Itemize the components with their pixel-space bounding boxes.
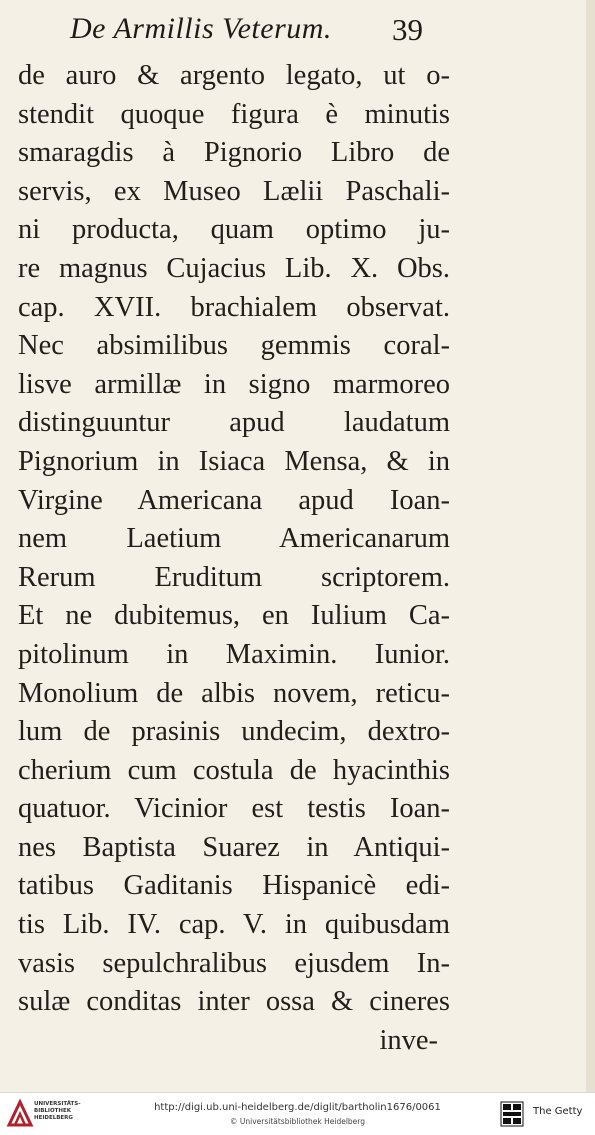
text-line: stendit quoque figura è minutis (18, 98, 450, 130)
permalink-url[interactable]: http://digi.ub.uni-heidelberg.de/diglit/bartholin1676/0061 (154, 1102, 441, 1113)
text-line: Nec absimilibus gemmis coral- (18, 330, 450, 362)
text-line: Pignorium in Isiaca Mensa, & in (18, 445, 450, 477)
text-line: cherium cum costula de hyacinthis (18, 754, 450, 786)
text-line: tatibus Gaditanis Hispanicè edi- (18, 870, 450, 902)
copyright-notice: © Universitätsbibliothek Heidelberg (229, 1117, 365, 1126)
institution-line: BIBLIOTHEK (34, 1108, 72, 1114)
running-title: De Armillis Veterum. (70, 12, 332, 45)
text-line: Rerum Eruditum scriptorem. (18, 561, 450, 593)
catchword: inve- (379, 1024, 438, 1056)
page-number: 39 (392, 12, 423, 47)
text-line: pitolinum in Maximin. Iunior. (18, 638, 450, 670)
text-line: distinguuntur apud laudatum (18, 407, 450, 439)
text-line: quatuor. Vicinior est testis Ioan- (18, 793, 450, 825)
text-line: Virgine Americana apud Ioan- (18, 484, 450, 516)
body-text (18, 57, 450, 1060)
getty-logo-icon[interactable] (500, 1101, 524, 1127)
text-line: vasis sepulchralibus ejusdem In- (18, 947, 450, 979)
text-line: sulæ conditas inter ossa & cineres (18, 986, 450, 1018)
text-line: lisve armillæ in signo marmoreo (18, 368, 450, 400)
text-line: servis, ex Museo Lælii Paschali- (18, 175, 450, 207)
institution-line: HEIDELBERG (34, 1115, 73, 1121)
text-line: tis Lib. IV. cap. V. in quibusdam (18, 909, 450, 941)
viewer-footer (0, 1092, 595, 1135)
text-line: smaragdis à Pignorio Libro de (18, 137, 450, 169)
text-line: nes Baptista Suarez in Antiqui- (18, 831, 450, 863)
text-line: nem Laetium Americanarum (18, 523, 450, 555)
institution-line: UNIVERSITÄTS- (34, 1101, 81, 1107)
text-line: ni producta, quam optimo ju- (18, 214, 450, 246)
text-line: Monolium de albis novem, reticu- (18, 677, 450, 709)
text-line: Et ne dubitemus, en Iulium Ca- (18, 600, 450, 632)
text-line: de auro & argento legato, ut o- (18, 60, 450, 91)
text-line: lum de prasinis undecim, dextro- (18, 716, 450, 748)
page-header (70, 12, 470, 52)
page-edge (586, 0, 595, 1092)
text-line: cap. XVII. brachialem observat. (18, 291, 450, 323)
partner-name: The Getty (533, 1106, 583, 1117)
text-line: re magnus Cujacius Lib. X. Obs. (18, 252, 450, 284)
